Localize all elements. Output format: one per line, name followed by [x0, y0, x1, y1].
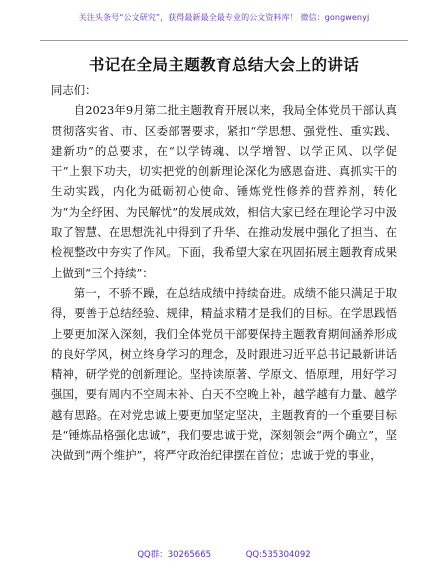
header-divider	[40, 40, 408, 41]
paragraph-intro: 自2023年9月第二批主题教育开展以来，我局全体党员干部认真贯彻落实省、市、区委部署要求，紧扣“学思想、强党性、重实践、建新功”的总要求，在“以学铸魂、以学增智、以学正风、以学促干”上狠下功夫，切实把党的创新理论深化为感恩奋进、真抓实干的生动实践，内化为砥砺初心使命、锤炼党性修养的营养剂，转化为“为全纾困、为民解忧”的发展成效，相信大家已经在理论学习中汲取了智慧、在思想洗礼中得到了升华、在推动发展中强化了担当、在检视整改中夯实了作风。下面，我希望大家在巩固拓展主题教育成果上做到“三个持续”：	[51, 103, 397, 280]
paragraph-first-point: 第一，不骄不躁，在总结成绩中持续奋进。成绩不能只满足于取得，要善于总结经验、规律，精益求精才是我们的目标。在学思践悟上要更加深入深刻，我们全体党员干部要保持主题教育期间涵养形成的良好学风，树立终身学习的理念，及时跟进习近平总书记最新讲话精神，研学党的创新理论。坚持读原著、学原文、悟原理，用好学习强国，要有周内不空周末补、白天不空晚上补，越学越有力量、越学越有思路。在对党忠诚上要更加坚定坚决，主题教育的一个重要目标是“锤炼品格强化忠诚”，我们要忠诚于党，深刻领会“两个确立”，坚决做到“两个维护”，将严守政治纪律摆在首位；忠诚于党的事业，	[51, 285, 397, 463]
footer-qq: QQ:535304092	[245, 550, 311, 560]
footer-qq-group: QQ群：30265665	[137, 550, 212, 560]
header-promo-note: 关注头条号“公文研究”，获得最新最全最专业的公文资料库！ 微信：gongwenyj	[78, 13, 370, 22]
document-body	[51, 80, 397, 466]
salutation: 同志们：	[51, 83, 97, 97]
footer-contact	[0, 548, 448, 560]
document-title: 书记在全局主题教育总结大会上的讲话	[88, 55, 360, 74]
